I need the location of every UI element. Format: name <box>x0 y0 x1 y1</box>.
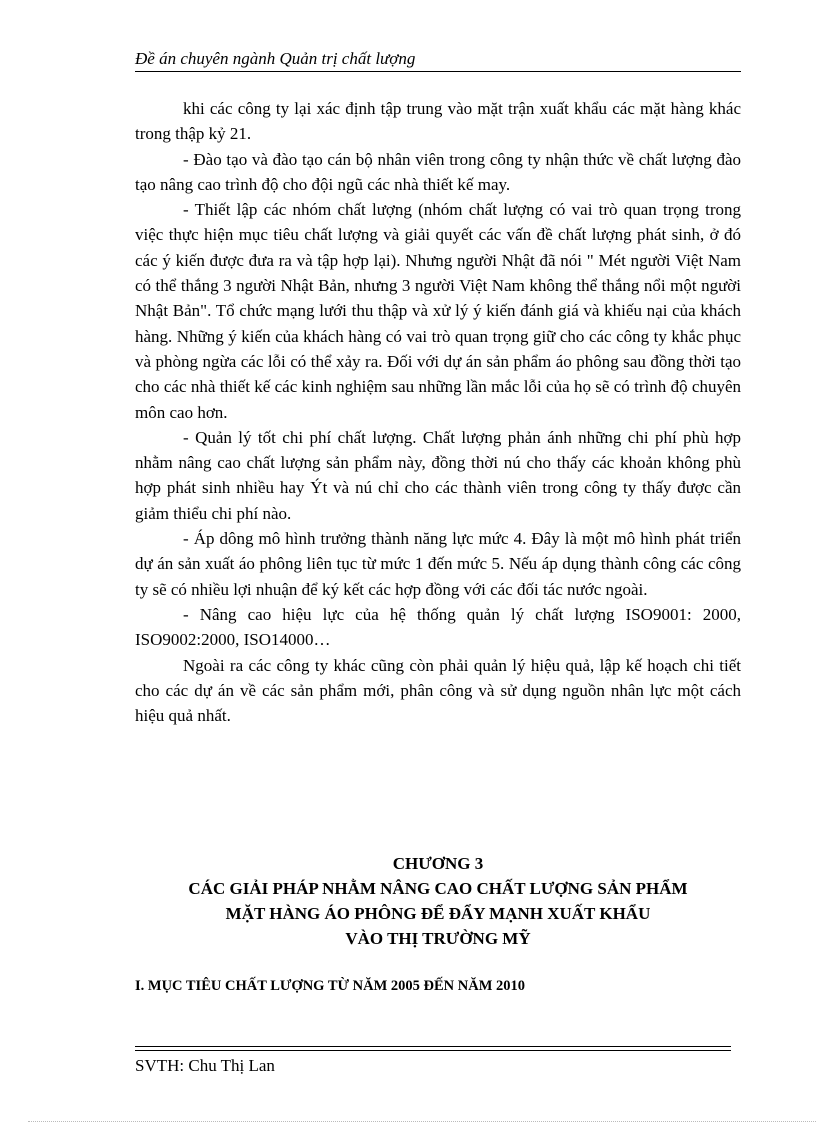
paragraph: - Áp dông mô hình trưởng thành năng lực mức 4. Đây là một mô hình phát triển dự án sản xuất áo phông liên tục từ mức 1 đến mức 5. Nếu áp dụng thành công các công ty sẽ có nhiều lợi nhuận để ký kết các hợp đồng với các đối tác nước ngoài. <box>135 529 741 599</box>
body-text <box>135 96 741 728</box>
page-edge-divider <box>28 1121 816 1122</box>
page-footer: SVTH: Chu Thị Lan <box>135 1056 275 1075</box>
chapter-title-line: MẶT HÀNG ÁO PHÔNG ĐỂ ĐẨY MẠNH XUẤT KHẨU <box>225 904 651 923</box>
section-heading: I. MỤC TIÊU CHẤT LƯỢNG TỪ NĂM 2005 ĐẾN NĂM 2010 <box>135 978 526 994</box>
chapter-title-line: VÀO THỊ TRƯỜNG MỸ <box>345 929 531 948</box>
page-header: Đề án chuyên ngành Quản trị chất lượng <box>135 48 741 72</box>
paragraph: - Thiết lập các nhóm chất lượng (nhóm chất lượng có vai trò quan trọng trong việc thực hiện mục tiêu chất lượng và giải quyết các vấn đề chất lượng phát sinh, ở đó các ý kiến được đưa ra và tập hợp lại). Nhưng người Nhật đã nói " Mét người Việt Nam có thể thắng 3 người Nhật Bản, nhưng 3 người Việt Nam không thể thắng nổi một người Nhật Bản". Tổ chức mạng lưới thu thập và xử lý ý kiến đánh giá và khiếu nại của khách hàng. Những ý kiến của khách hàng có vai trò quan trọng giữ cho các công ty khắc phục và phòng ngừa các lỗi có thể xảy ra. Đối với dự án sản phẩm áo phông sau đồng thời tạo cho các nhà thiết kế các kinh nghiệm sau những lần mắc lỗi của họ sẽ có trình độ chuyên môn cao hơn. <box>135 200 741 422</box>
chapter-title-line: CÁC GIẢI PHÁP NHẰM NÂNG CAO CHẤT LƯỢNG SẢN PHẨM <box>188 879 688 898</box>
chapter-heading <box>135 851 741 951</box>
paragraph: Ngoài ra các công ty khác cũng còn phải quản lý hiệu quả, lập kế hoạch chi tiết cho các dự án về các sản phẩm mới, phân công và sử dụng nguồn nhân lực một cách hiệu quả nhất. <box>135 655 741 726</box>
chapter-number: CHƯƠNG 3 <box>392 854 484 873</box>
paragraph: - Quản lý tốt chi phí chất lượng. Chất lượng phản ánh những chi phí phù hợp nhằm nâng cao chất lượng sản phẩm này, đồng thời nú cho thấy các khoản không phù hợp phát sinh nhiều hay Ýt và nú chỉ cho các thành viên trong công ty thấy được cần giảm thiểu chi phí nào. <box>135 427 741 523</box>
paragraph: - Đào tạo và đào tạo cán bộ nhân viên trong công ty nhận thức về chất lượng đào tạo nâng cao trình độ cho đội ngũ các nhà thiết kế may. <box>135 149 741 194</box>
paragraph: khi các công ty lại xác định tập trung vào mặt trận xuất khẩu các mặt hàng khác trong thập kỷ 21. <box>135 99 741 144</box>
footer-divider <box>135 1046 731 1051</box>
paragraph: - Nâng cao hiệu lực của hệ thống quản lý chất lượng ISO9001: 2000, ISO9002:2000, ISO14000… <box>135 604 741 650</box>
